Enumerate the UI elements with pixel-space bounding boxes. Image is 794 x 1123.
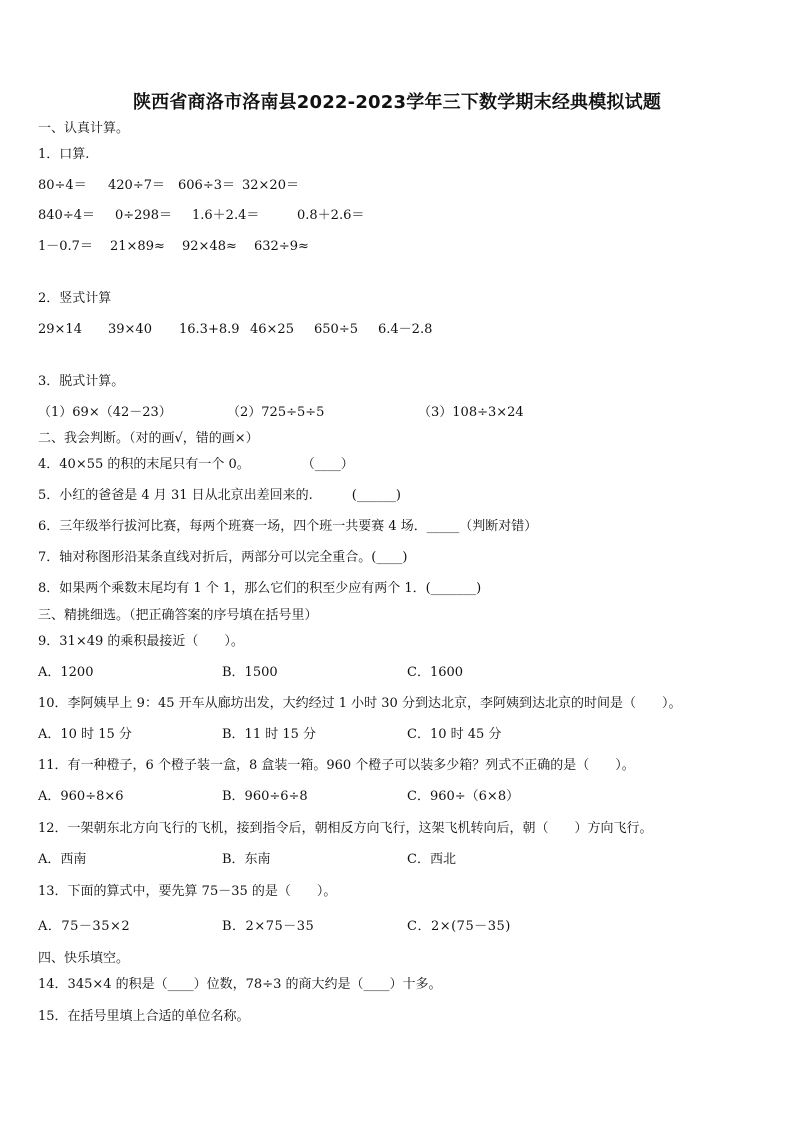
judgement-item: 8．如果两个乘数末尾均有 1 个 1，那么它们的积至少应有两个 1．(_______) (38, 581, 482, 596)
choice-option: B．960÷6÷8 (222, 789, 308, 804)
vertical-calc-item: 650÷5 (314, 322, 358, 337)
question-3-label: 3．脱式计算。 (38, 374, 125, 389)
oral-calc-item: 32×20＝ (242, 178, 299, 193)
choice-option: C．10 时 45 分 (407, 727, 502, 742)
oral-calc-item: 606÷3＝ (178, 178, 235, 193)
section-heading-calculation: 一、认真计算。 (38, 121, 130, 136)
judgement-item: 6．三年级举行拔河比赛，每两个班赛一场，四个班一共要赛 4 场．_____（判断对错） (38, 519, 538, 534)
fill-in-item: 15．在括号里填上合适的单位名称。 (38, 1009, 250, 1024)
choice-question: 10．李阿姨早上 9：45 开车从廊坊出发，大约经过 1 小时 30 分到达北京，李阿姨到达北京的时间是（ ）。 (38, 696, 682, 711)
question-1-label: 1．口算. (38, 147, 90, 162)
choice-option: A．10 时 15 分 (38, 727, 132, 742)
choice-option: A．西南 (38, 852, 87, 867)
oral-calc-item: 0.8＋2.6＝ (297, 208, 365, 223)
choice-option: A．75－35×2 (38, 919, 131, 934)
choice-option: B．11 时 15 分 (222, 727, 317, 742)
choice-option: A．1200 (38, 665, 94, 680)
choice-option: C．2×(75－35) (407, 919, 511, 934)
judgement-item: 5．小红的爸爸是 4 月 31 日从北京出差回来的. (______) (38, 488, 401, 503)
oral-calc-item: 80÷4＝ (38, 178, 87, 193)
section-heading-fill-in: 四、快乐填空。 (38, 951, 130, 966)
judgement-item: 7．轴对称图形沿某条直线对折后，两部分可以完全重合。(____) (38, 550, 408, 565)
judgement-item: 4．40×55 的积的末尾只有一个 0。 （____） (38, 457, 354, 472)
step-calc-item: （2）725÷5÷5 (227, 405, 325, 420)
choice-option: C．960÷（6×8） (407, 789, 520, 804)
vertical-calc-item: 39×40 (108, 322, 152, 337)
choice-option: A．960÷8×6 (38, 789, 124, 804)
oral-calc-item: 0÷298＝ (115, 208, 172, 223)
oral-calc-item: 92×48≈ (182, 239, 237, 254)
choice-question: 9．31×49 的乘积最接近（ ）。 (38, 634, 244, 649)
section-heading-judgement: 二、我会判断。（对的画√，错的画×） (38, 431, 259, 446)
choice-option: B．东南 (222, 852, 271, 867)
vertical-calc-item: 46×25 (250, 322, 294, 337)
oral-calc-item: 1.6＋2.4＝ (192, 208, 260, 223)
step-calc-item: （3）108÷3×24 (418, 405, 524, 420)
section-heading-multiple-choice: 三、精挑细选。（把正确答案的序号填在括号里） (38, 608, 318, 623)
oral-calc-item: 632÷9≈ (254, 239, 309, 254)
choice-option: C．西北 (407, 852, 456, 867)
vertical-calc-item: 16.3+8.9 (179, 322, 240, 337)
question-2-label: 2．竖式计算 (38, 291, 112, 306)
oral-calc-item: 420÷7＝ (108, 178, 165, 193)
vertical-calc-item: 29×14 (38, 322, 82, 337)
choice-question: 13．下面的算式中，要先算 75－35 的是（ ）。 (38, 884, 337, 899)
page-title: 陕西省商洛市洛南县2022-2023学年三下数学期末经典模拟试题 (132, 92, 662, 113)
oral-calc-item: 840÷4＝ (38, 208, 95, 223)
fill-in-item: 14．345×4 的积是（____）位数，78÷3 的商大约是（____）十多。 (38, 977, 442, 992)
vertical-calc-item: 6.4－2.8 (378, 322, 433, 337)
choice-option: B．1500 (222, 665, 278, 680)
choice-question: 12．一架朝东北方向飞行的飞机，接到指令后，朝相反方向飞行，这架飞机转向后，朝（ ）方向飞行。 (38, 821, 653, 836)
step-calc-item: （1）69×（42－23） (38, 405, 172, 420)
oral-calc-item: 21×89≈ (110, 239, 165, 254)
oral-calc-item: 1－0.7＝ (38, 239, 93, 254)
choice-option: C．1600 (407, 665, 464, 680)
choice-question: 11．有一种橙子，6 个橙子装一盒，8 盒装一箱。960 个橙子可以装多少箱？列式不正确的是（ ）。 (38, 758, 635, 773)
choice-option: B．2×75－35 (222, 919, 315, 934)
